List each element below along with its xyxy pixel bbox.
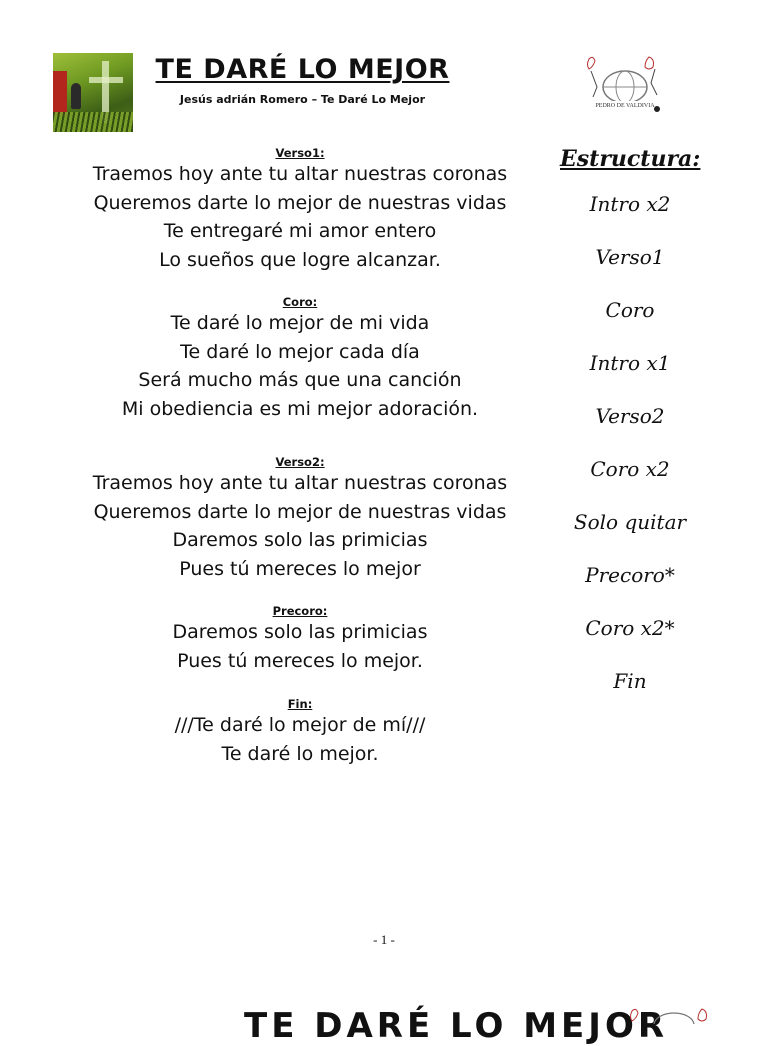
- lyric-line: Te daré lo mejor de mi vida: [170, 312, 430, 334]
- song-title: TE DARÉ LO MEJOR: [155, 54, 450, 85]
- lyric-line: Queremos darte lo mejor de nuestras vidas: [93, 500, 507, 523]
- lyric-line: Pues tú mereces lo mejor: [179, 557, 421, 580]
- lyric-line: ///Te daré lo mejor de mí///: [174, 714, 426, 736]
- lyric-line: Te daré lo mejor cada día: [180, 340, 420, 363]
- structure-item: Intro x2: [589, 192, 671, 216]
- structure-item: Coro x2: [590, 457, 670, 481]
- lyric-line: Traemos hoy ante tu altar nuestras coronas: [92, 472, 508, 494]
- lyric-line: Te entregaré mi amor entero: [163, 220, 437, 242]
- section-verso2: [90, 455, 510, 583]
- lyric-line: Pues tú mereces lo mejor.: [177, 649, 423, 672]
- album-cover-image: [53, 53, 133, 132]
- lyric-line: Queremos darte lo mejor de nuestras vidas: [93, 191, 507, 214]
- section-precoro: [90, 604, 510, 675]
- page-number: - 1 -: [373, 932, 395, 947]
- church-logo: [583, 53, 667, 115]
- structure-item: Coro x2*: [585, 616, 675, 640]
- lyric-line: Mi obediencia es mi mejor adoración.: [121, 397, 479, 420]
- song-subtitle: Jesús adrián Romero – Te Daré Lo Mejor: [179, 93, 426, 106]
- structure-item: Verso1: [595, 245, 665, 269]
- structure-item: Intro x1: [589, 351, 671, 375]
- section-label: Coro:: [282, 295, 318, 309]
- lyric-line: Te daré lo mejor.: [221, 742, 379, 765]
- section-label: Verso2:: [275, 455, 325, 469]
- lyric-line: Daremos solo las primicias: [172, 621, 428, 643]
- lyric-line: Será mucho más que una canción: [138, 369, 462, 391]
- section-label: Precoro:: [272, 604, 328, 618]
- structure-item: Solo quitar: [573, 510, 687, 534]
- structure-item: Precoro*: [585, 563, 675, 587]
- structure-item: Coro: [605, 298, 655, 322]
- lyric-line: Traemos hoy ante tu altar nuestras coronas: [92, 163, 508, 185]
- structure-item: Verso2: [595, 404, 665, 428]
- lyric-line: Lo sueños que logre alcanzar.: [159, 248, 441, 271]
- section-coro: [90, 295, 510, 423]
- section-fin: [90, 697, 510, 768]
- section-label: Verso1:: [275, 146, 325, 160]
- lyric-line: Daremos solo las primicias: [172, 529, 428, 551]
- logo-text: PEDRO DE VALDIVIA: [595, 103, 655, 109]
- next-page-logo: [628, 1005, 718, 1024]
- song-structure: [560, 144, 700, 708]
- next-page-title: TE DARÉ LO MEJOR: [244, 1006, 669, 1046]
- structure-item: Fin: [613, 669, 647, 693]
- section-verso1: [90, 146, 510, 274]
- structure-heading: Estructura:: [560, 146, 701, 172]
- section-label: Fin:: [287, 697, 313, 711]
